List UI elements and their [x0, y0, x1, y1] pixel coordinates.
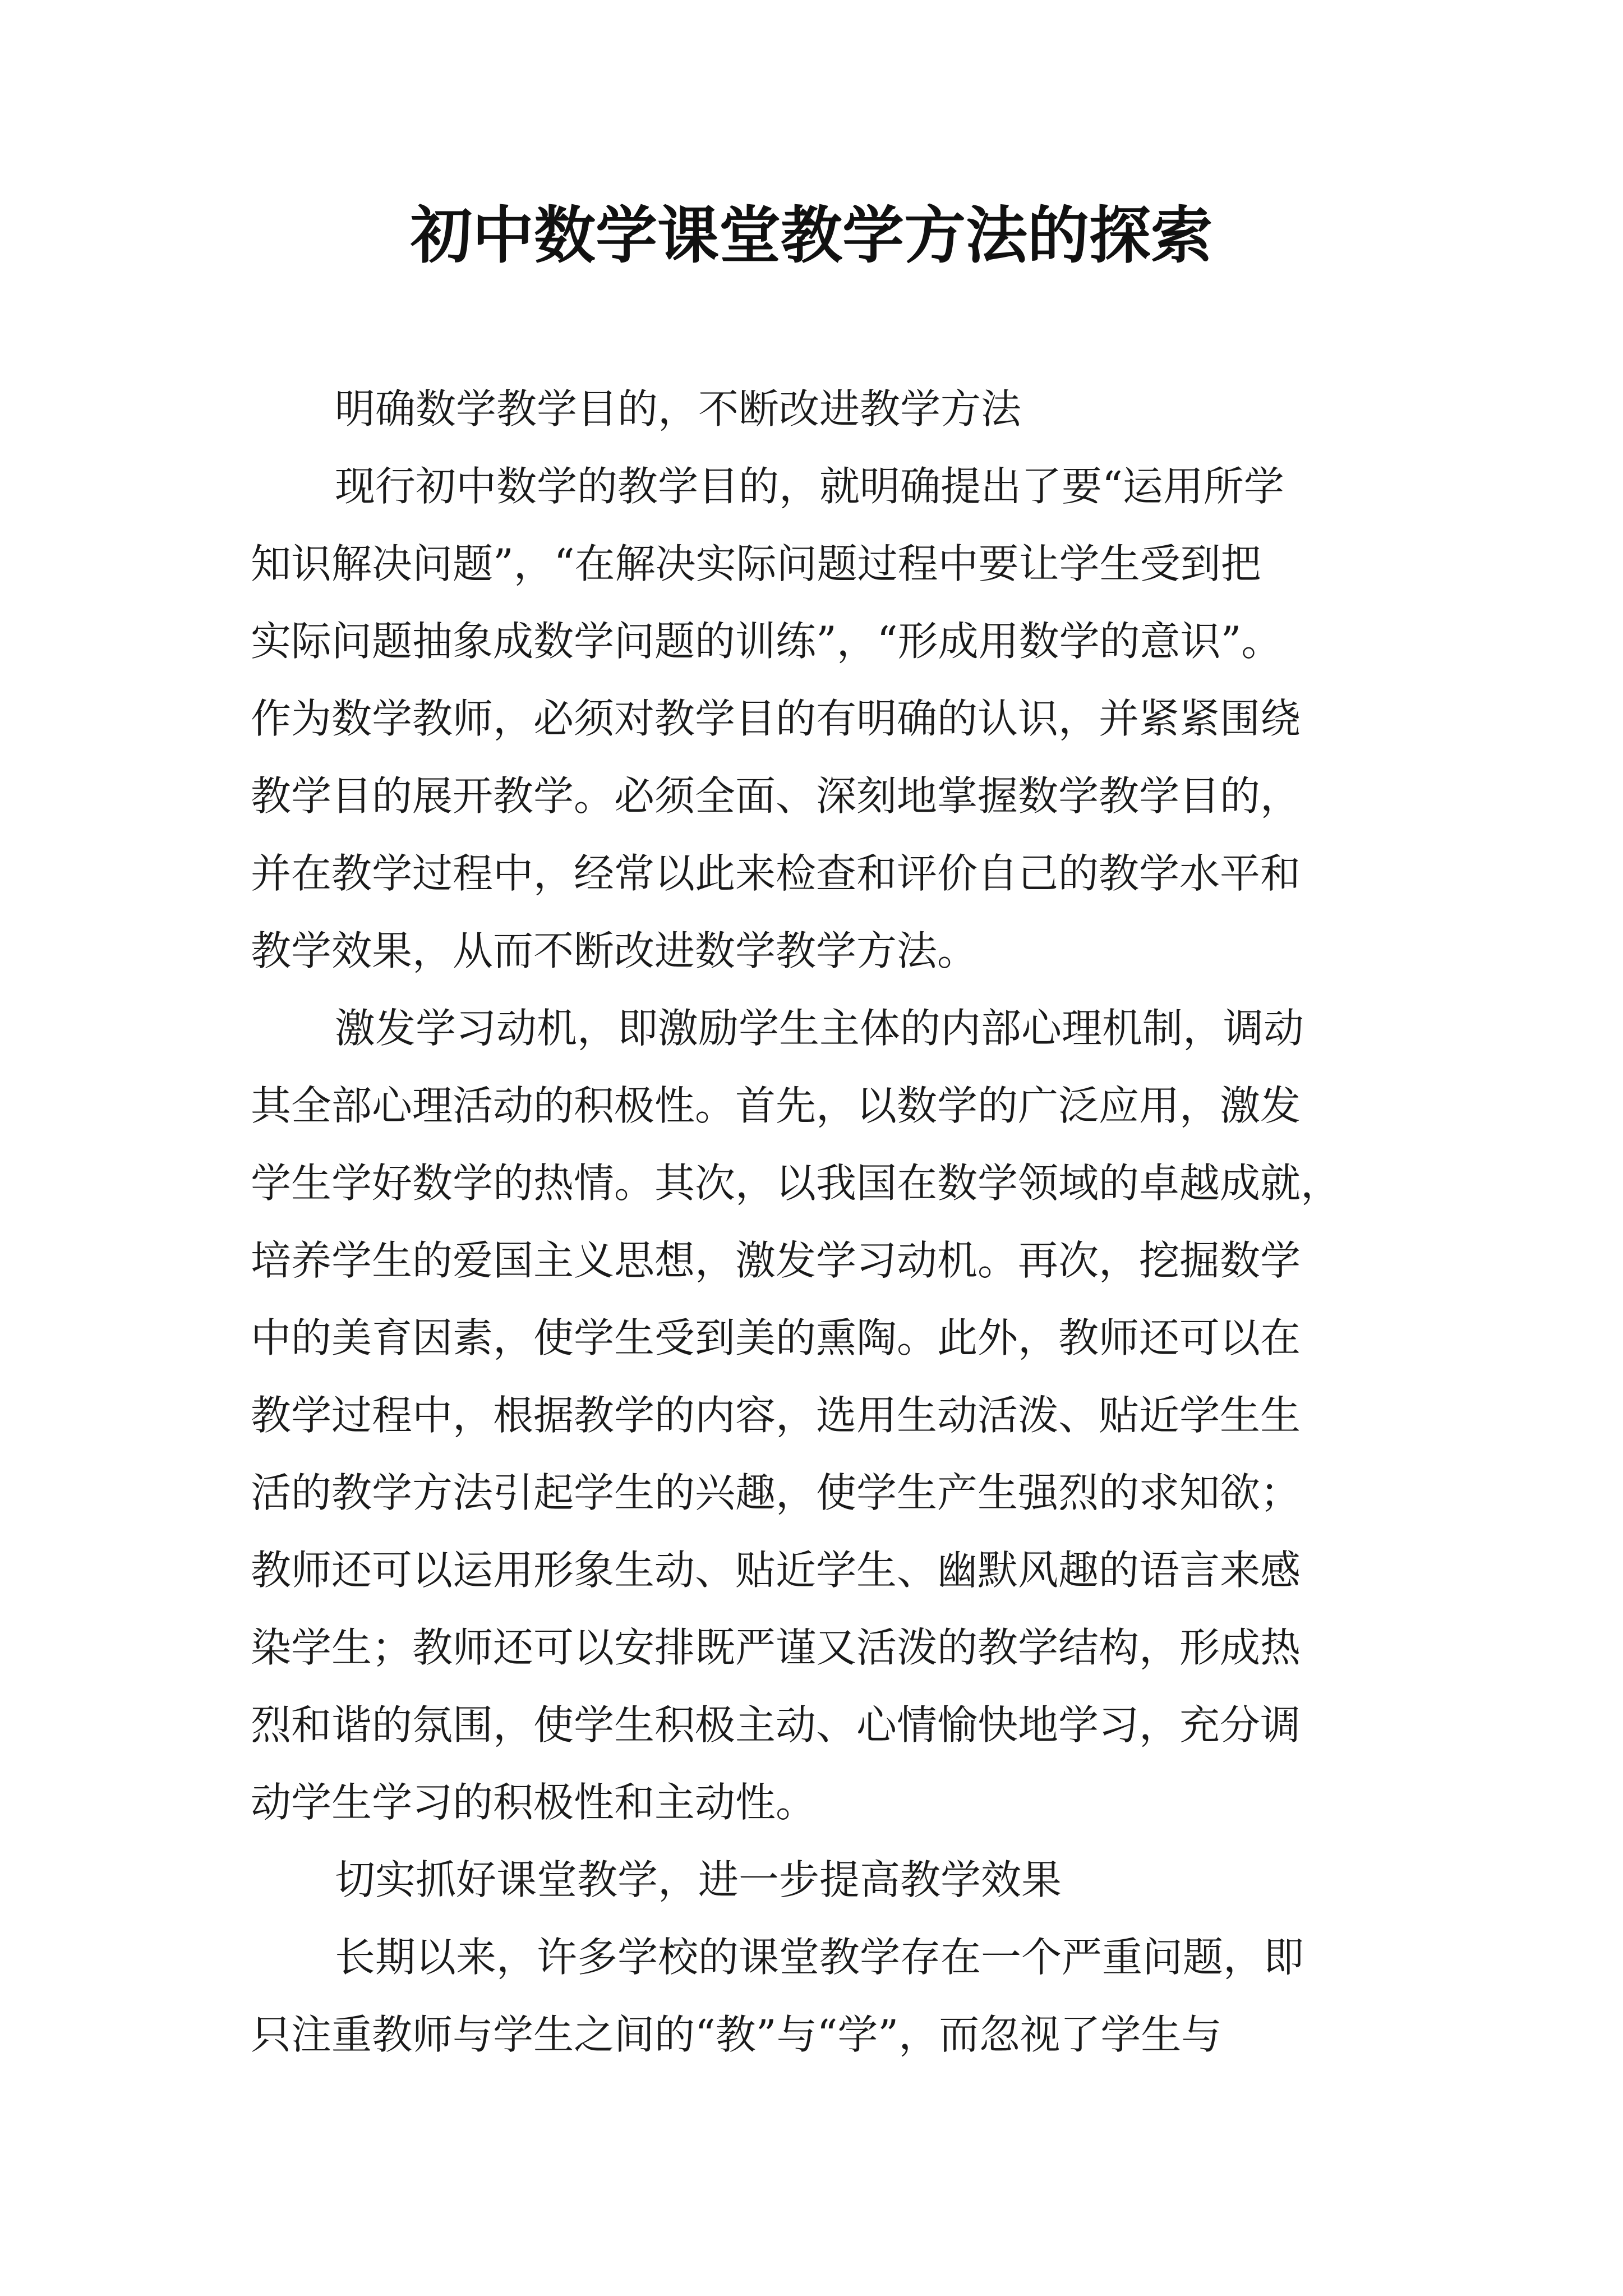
body-text-line: 中的美育因素，使学生受到美的熏陶。此外，教师还可以在 — [251, 1314, 1301, 1361]
body-text-line: 烈和谐的氛围，使学生积极主动、心情愉快地学习，充分调 — [251, 1701, 1301, 1749]
body-text-line: 明确数学教学目的，不断改进教学方法 — [335, 385, 1022, 432]
body-text-line: 动学生学习的积极性和主动性。 — [251, 1779, 817, 1826]
body-text-line: 培养学生的爱国主义思想，激发学习动机。再次，挖掘数学 — [251, 1237, 1301, 1284]
body-text-line: 活的教学方法引起学生的兴趣，使学生产生强烈的求知欲； — [251, 1469, 1301, 1516]
body-text-line: 作为数学教师，必须对教学目的有明确的认识，并紧紧围绕 — [251, 695, 1301, 742]
body-text-line: 教学效果，从而不断改进数学教学方法。 — [251, 927, 978, 974]
body-text-line: 实际问题抽象成数学问题的训练”，“形成用数学的意识”。 — [251, 618, 1282, 665]
document-title: 初中数学课堂教学方法的探索 — [411, 199, 1212, 272]
body-text-line: 只注重教师与学生之间的“教”与“学”，而忽视了学生与 — [251, 2011, 1222, 2058]
body-text-line: 教学过程中，根据教学的内容，选用生动活泼、贴近学生生 — [251, 1392, 1301, 1439]
body-text-line: 长期以来，许多学校的课堂教学存在一个严重问题，即 — [335, 1934, 1304, 1981]
body-text-line: 现行初中数学的教学目的，就明确提出了要“运用所学 — [335, 463, 1284, 510]
body-text-line: 激发学习动机，即激励学生主体的内部心理机制，调动 — [335, 1005, 1304, 1052]
body-text-line: 教学目的展开教学。必须全面、深刻地掌握数学教学目的， — [251, 772, 1301, 820]
body-text-line: 切实抓好课堂教学，进一步提高教学效果 — [335, 1856, 1062, 1903]
document-body — [251, 370, 1400, 2073]
body-text-line: 其全部心理活动的积极性。首先，以数学的广泛应用，激发 — [251, 1082, 1301, 1129]
body-text-line: 学生学好数学的热情。其次，以我国在数学领域的卓越成就， — [251, 1159, 1341, 1207]
body-text-line: 染学生；教师还可以安排既严谨又活泼的教学结构，形成热 — [251, 1624, 1301, 1671]
body-text-line: 并在教学过程中，经常以此来检查和评价自己的教学水平和 — [251, 850, 1301, 897]
body-text-line: 知识解决问题”，“在解决实际问题过程中要让学生受到把 — [251, 540, 1261, 587]
body-text-line: 教师还可以运用形象生动、贴近学生、幽默风趣的语言来感 — [251, 1547, 1301, 1594]
